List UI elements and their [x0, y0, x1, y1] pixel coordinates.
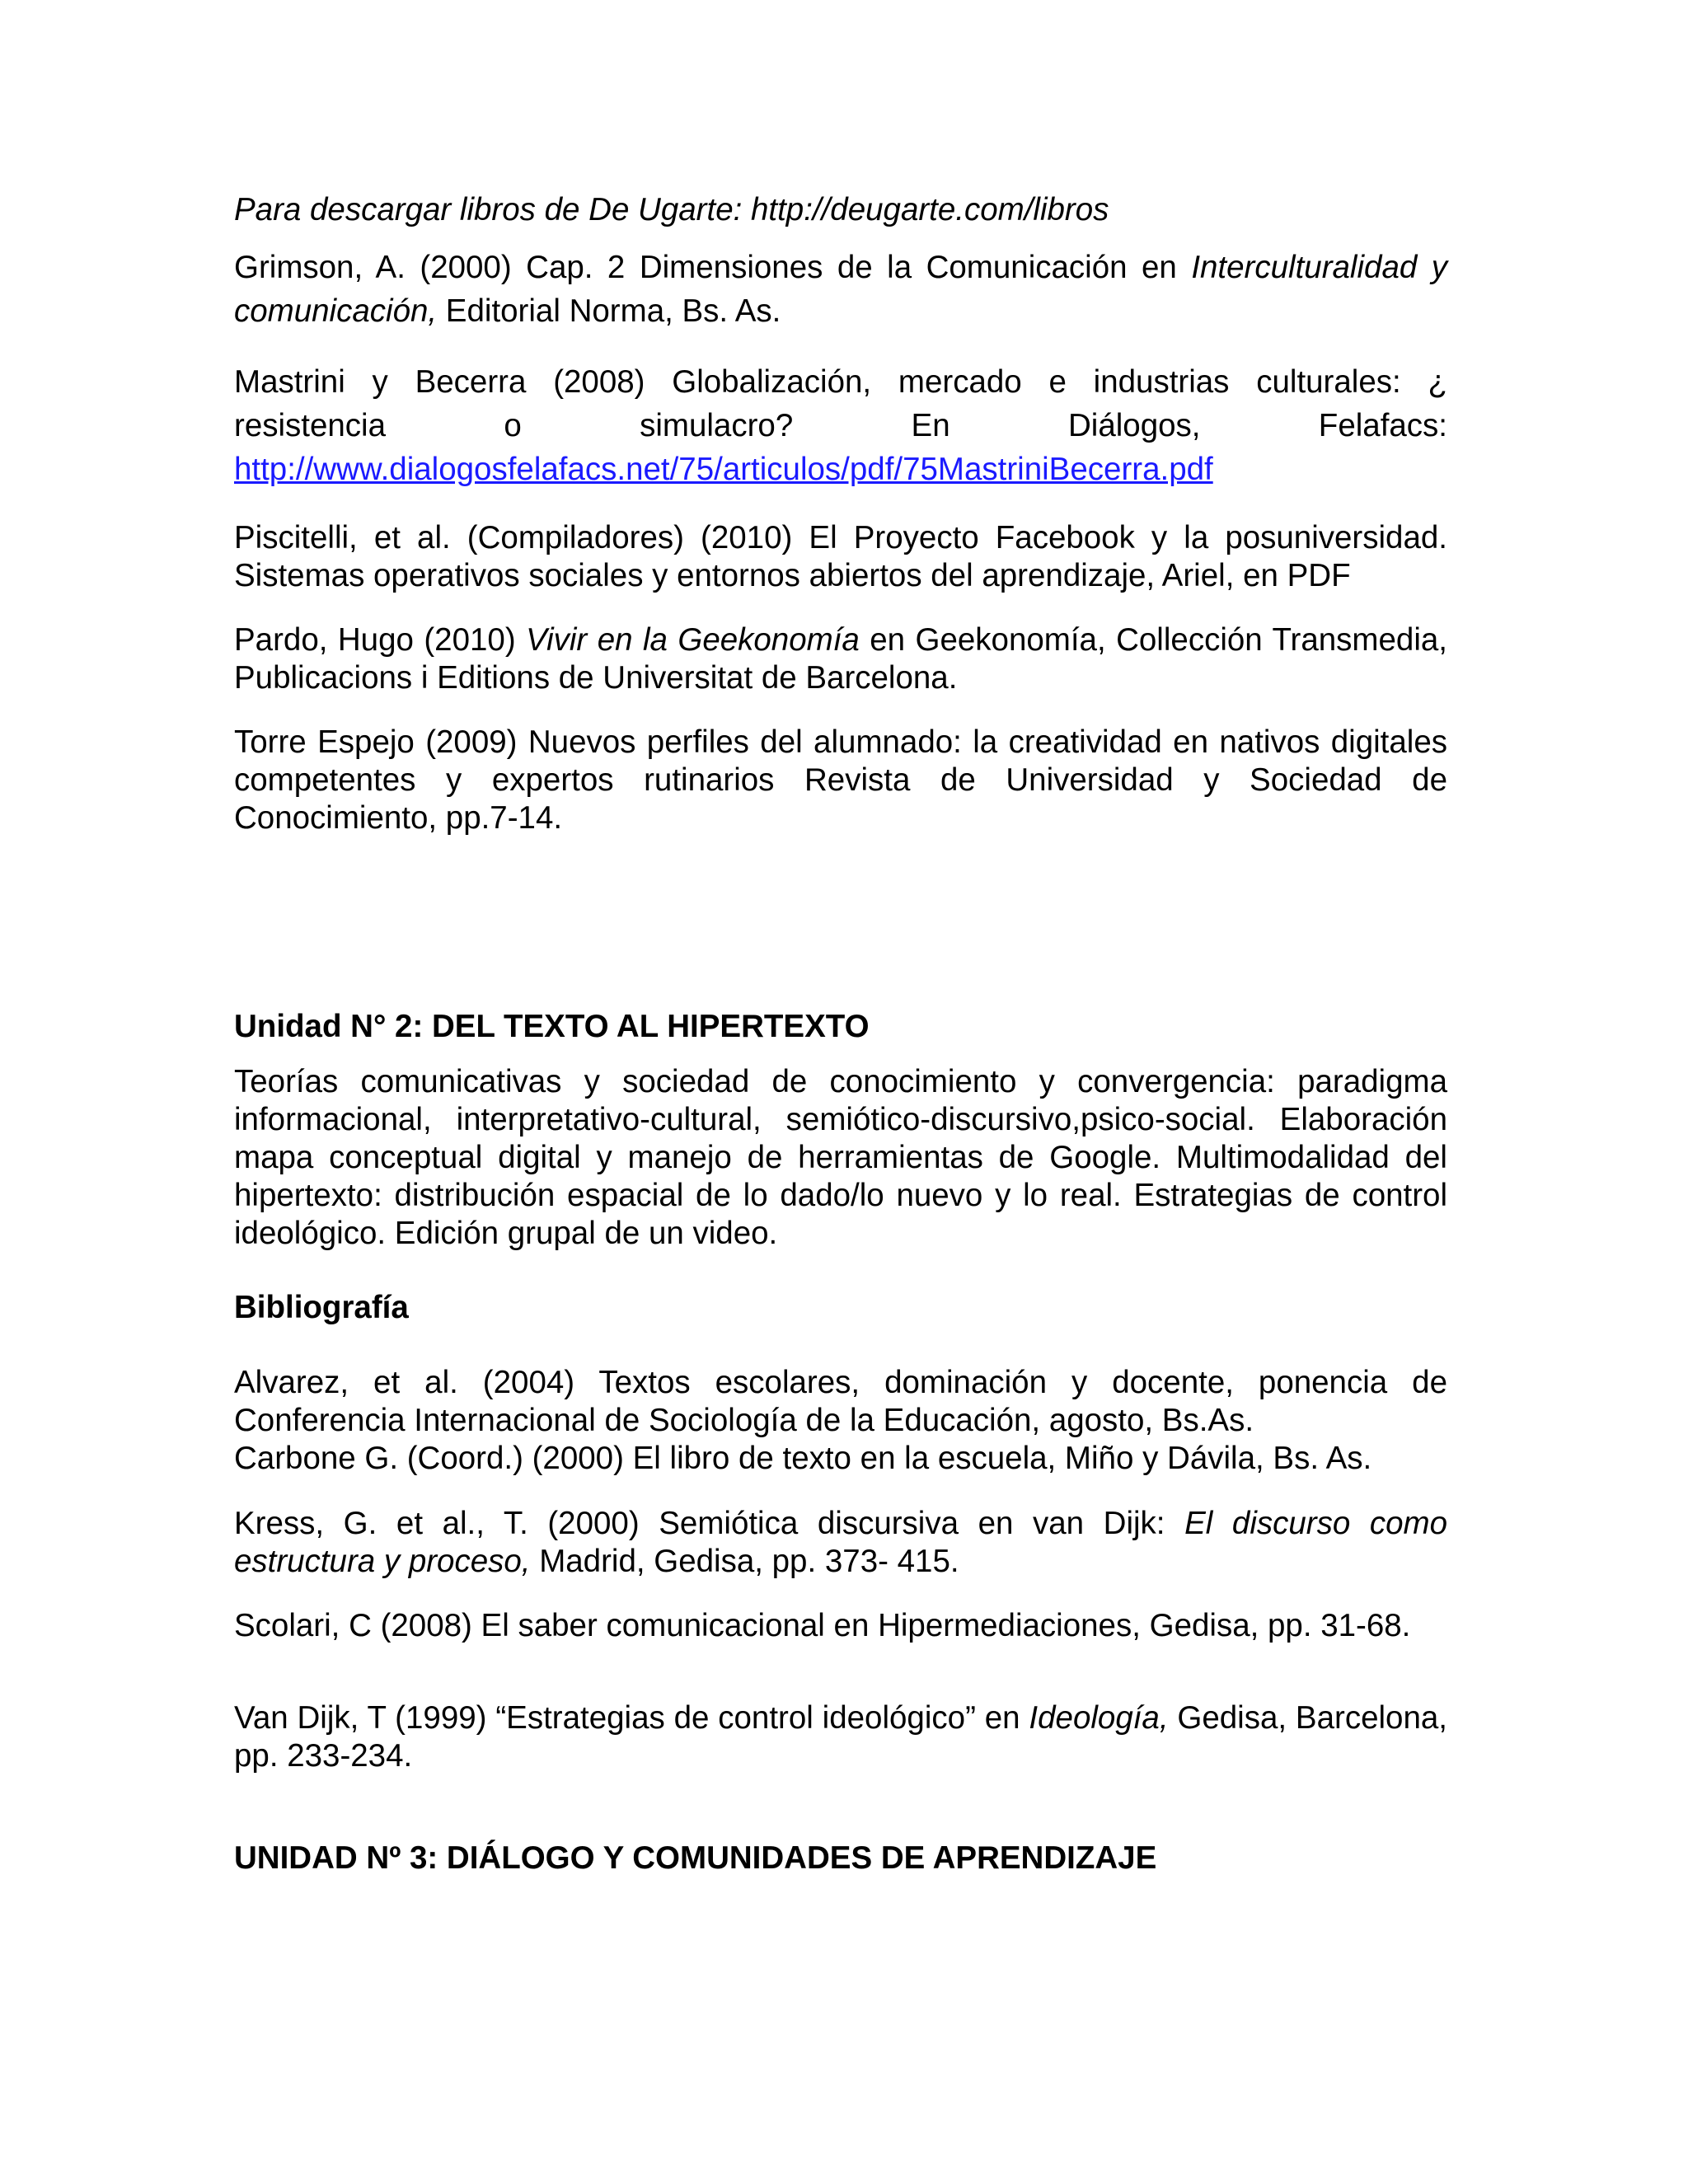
- ref-mastrini-line1: Mastrini y Becerra (2008) Globalización, mercado e industrias culturales: ¿: [234, 364, 1447, 400]
- ref-grimson-pre: Grimson, A. (2000) Cap. 2 Dimensiones de la Comunicación en: [234, 250, 1192, 285]
- ref-grimson: [234, 246, 1447, 333]
- ref-vandijk-pre: Van Dijk, T (1999) “Estrategias de control ideológico” en: [234, 1700, 1029, 1736]
- unit3-heading: UNIDAD Nº 3: DIÁLOGO Y COMUNIDADES DE APRENDIZAJE: [234, 1840, 1157, 1876]
- unit2-heading: Unidad N° 2: DEL TEXTO AL HIPERTEXTO: [234, 1009, 870, 1044]
- ref-kress-pre: Kress, G. et al., T. (2000) Semiótica discursiva en van Dijk:: [234, 1506, 1185, 1541]
- ref-pardo-post: en Geekonomía, Collección Transmedia, Publicacions i Editions de Universitat de Barcelona.: [234, 622, 1447, 696]
- ref-grimson-post: Editorial Norma, Bs. As.: [437, 293, 781, 329]
- ref-mastrini: [234, 360, 1447, 491]
- ref-vandijk: [234, 1699, 1447, 1775]
- ref-pardo-pre: Pardo, Hugo (2010): [234, 622, 527, 658]
- ref-scolari: Scolari, C (2008) El saber comunicacional en Hipermediaciones, Gedisa, pp. 31-68.: [234, 1608, 1411, 1643]
- ref-alvarez: Alvarez, et al. (2004) Textos escolares, dominación y docente, ponencia de Conferencia Internacional de Sociología de la Educación, agosto, Bs.As.: [234, 1365, 1447, 1438]
- download-note: Para descargar libros de De Ugarte: http://deugarte.com/libros: [234, 192, 1109, 227]
- ref-mastrini-line2: resistencia o simulacro? En Diálogos, Felafacs:: [234, 408, 1447, 443]
- ref-vandijk-title: Ideología,: [1029, 1700, 1169, 1736]
- ref-vandijk-post: Gedisa, Barcelona, pp. 233-234.: [234, 1700, 1447, 1774]
- ref-pardo: [234, 621, 1447, 697]
- unit2-body: Teorías comunicativas y sociedad de conocimiento y convergencia: paradigma informacional, interpretativo-cultural, semiótico-discursivo,psico-social. Elaboración mapa conceptual digital y manejo de herramientas de Google. Multimodalidad del hipertexto: distribución espacial de lo dado/lo nuevo y lo real. Estrategias de control ideológico. Edición grupal de un video.: [234, 1064, 1447, 1251]
- ref-torre: Torre Espejo (2009) Nuevos perfiles del alumnado: la creatividad en nativos digitales competentes y expertos rutinarios Revista de Universidad y Sociedad de Conocimiento, pp.7-14.: [234, 724, 1447, 836]
- ref-pardo-title: Vivir en la Geekonomía: [526, 622, 860, 658]
- ref-carbone: Carbone G. (Coord.) (2000) El libro de texto en la escuela, Miño y Dávila, Bs. As.: [234, 1441, 1372, 1476]
- ref-kress-title: El discurso como estructura y proceso,: [234, 1506, 1447, 1579]
- ref-kress: [234, 1505, 1447, 1581]
- bibliography-heading: Bibliografía: [234, 1290, 409, 1325]
- ref-grimson-title: Interculturalidad y comunicación,: [234, 250, 1447, 329]
- ref-piscitelli: Piscitelli, et al. (Compiladores) (2010) El Proyecto Facebook y la posuniversidad. Sistemas operativos sociales y entornos abiertos del aprendizaje, Ariel, en PDF: [234, 520, 1447, 593]
- ref-group-alvarez-carbone: [234, 1364, 1447, 1478]
- ref-kress-post: Madrid, Gedisa, pp. 373- 415.: [530, 1544, 959, 1579]
- mastrini-pdf-link[interactable]: http://www.dialogosfelafacs.net/75/articulos/pdf/75MastriniBecerra.pdf: [234, 452, 1213, 487]
